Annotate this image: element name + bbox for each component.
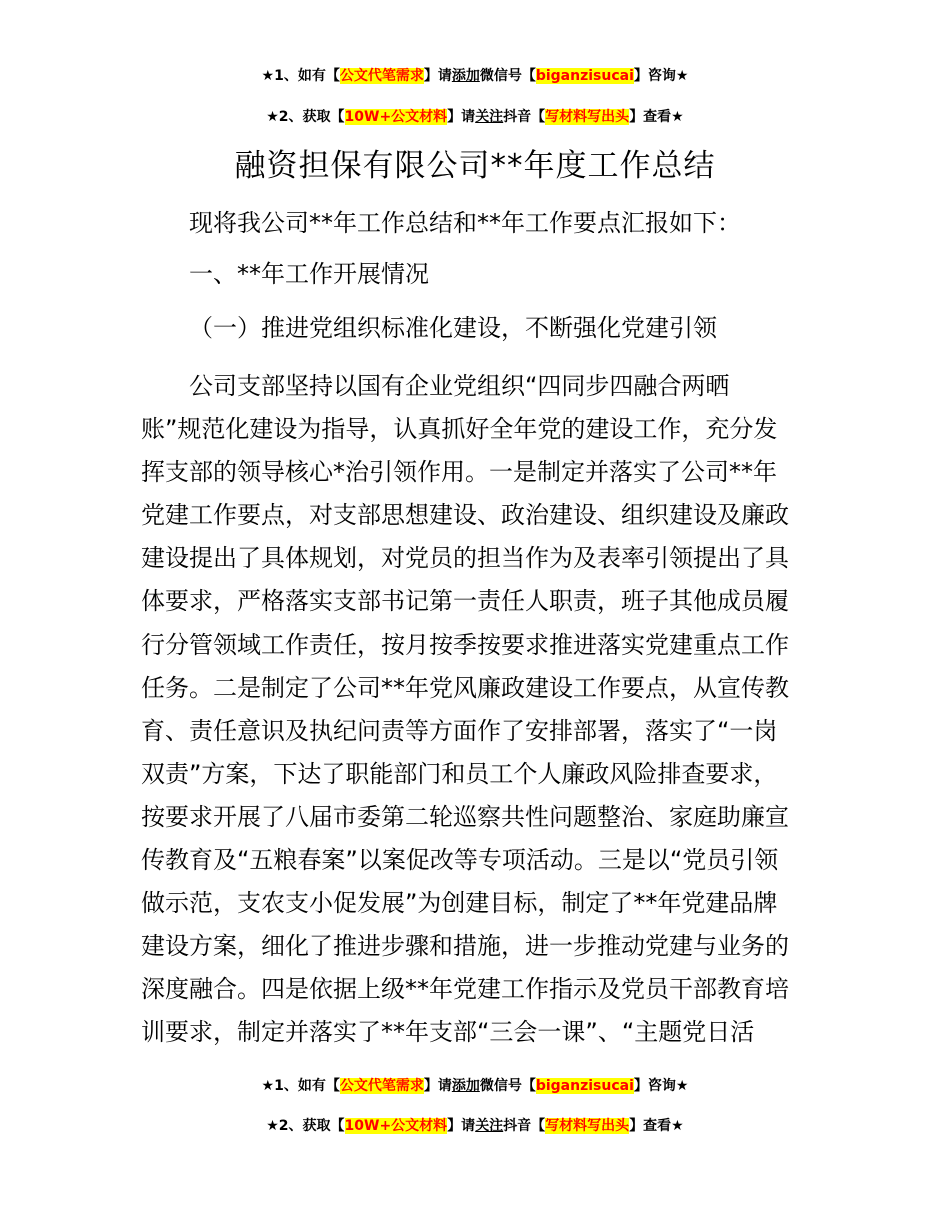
paragraph-line: 账”规范化建设为指导，认真抓好全年党的建设工作，充分发 <box>141 415 778 444</box>
paragraph-line: 体要求，严格落实支部书记第一责任人职责，班子其他成员履 <box>141 587 789 616</box>
subsection-heading: （一）推进党组织标准化建设，不断强化党建引领 <box>189 314 717 342</box>
banner-text: 抖音【 <box>503 1118 546 1134</box>
paragraph-line: 按要求开展了八届市委第二轮巡察共性问题整治、家庭助廉宣 <box>141 802 789 831</box>
banner-text: 】请 <box>447 1118 476 1134</box>
paragraph-line: 行分管领域工作责任，按月按季按要求推进落实党建重点工作 <box>141 630 789 659</box>
paragraph-line: 挥支部的领导核心*治引领作用。一是制定并落实了公司**年 <box>141 458 777 487</box>
banner-prefix: ★1、如有【 <box>261 68 340 84</box>
banner-text: 】请 <box>423 1078 452 1094</box>
banner-highlight-wechat-id: biganzisucai <box>535 1078 634 1094</box>
banner-highlight-materials: 10W+公文材料 <box>344 109 448 125</box>
banner-underline-add: 添加 <box>451 1078 480 1094</box>
paragraph-line: 建设方案，细化了推进步骤和措施，进一步推动党建与业务的 <box>141 932 789 961</box>
paragraph-line: 公司支部坚持以国有企业党组织“四同步四融合两晒 <box>189 372 730 400</box>
banner-text: 微信号【 <box>479 1078 536 1094</box>
document-title: 融资担保有限公司**年度工作总结 <box>234 148 716 184</box>
banner-highlight-materials: 10W+公文材料 <box>344 1118 448 1134</box>
paragraph-line: 党建工作要点，对支部思想建设、政治建设、组织建设及廉政 <box>141 501 789 530</box>
banner-text: 】请 <box>423 68 452 84</box>
banner-prefix: ★1、如有【 <box>261 1078 340 1094</box>
banner-underline-follow: 关注 <box>475 1118 504 1134</box>
paragraph-line: 训要求，制定并落实了**年支部“三会一课”、“主题党日活 <box>141 1018 755 1047</box>
top-banner-line-1 <box>0 66 950 86</box>
paragraph-line: 传教育及“五粮春案”以案促改等专项活动。三是以“党员引领 <box>141 846 779 875</box>
intro-line: 现将我公司**年工作总结和**年工作要点汇报如下： <box>189 209 741 237</box>
paragraph-line: 任务。二是制定了公司**年党风廉政建设工作要点，从宣传教 <box>141 673 789 702</box>
banner-suffix: 】咨询★ <box>633 1078 689 1094</box>
banner-highlight-douyin-id: 写材料写出头 <box>545 1118 630 1134</box>
paragraph-line: 建设提出了具体规划，对党员的担当作为及表率引领提出了具 <box>141 544 789 573</box>
banner-highlight-service: 公文代笔需求 <box>339 68 424 84</box>
banner-underline-follow: 关注 <box>475 109 504 125</box>
banner-highlight-service: 公文代笔需求 <box>339 1078 424 1094</box>
banner-suffix: 】查看★ <box>629 109 684 125</box>
banner-highlight-douyin-id: 写材料写出头 <box>545 109 630 125</box>
banner-prefix: ★2、获取【 <box>266 1118 345 1134</box>
banner-underline-add: 添加 <box>451 68 480 84</box>
banner-text: 】请 <box>447 109 476 125</box>
paragraph-line: 双责”方案，下达了职能部门和员工个人廉政风险排查要求， <box>141 759 778 788</box>
section-heading: 一、**年工作开展情况 <box>189 260 429 288</box>
body-paragraph <box>141 365 813 1055</box>
paragraph-line: 深度融合。四是依据上级**年党建工作指示及党员干部教育培 <box>141 975 789 1004</box>
banner-prefix: ★2、获取【 <box>266 109 345 125</box>
top-banner-line-2 <box>0 107 950 127</box>
banner-highlight-wechat-id: biganzisucai <box>535 68 634 84</box>
paragraph-line: 做示范，支农支小促发展”为创建目标，制定了**年党建品牌 <box>141 889 778 918</box>
banner-suffix: 】查看★ <box>629 1118 684 1134</box>
banner-text: 微信号【 <box>479 68 536 84</box>
banner-text: 抖音【 <box>503 109 546 125</box>
paragraph-line: 育、责任意识及执纪问责等方面作了安排部署，落实了“一岗 <box>141 716 778 745</box>
bottom-banner-line-1 <box>0 1076 950 1096</box>
banner-suffix: 】咨询★ <box>633 68 689 84</box>
bottom-banner-line-2 <box>0 1116 950 1136</box>
